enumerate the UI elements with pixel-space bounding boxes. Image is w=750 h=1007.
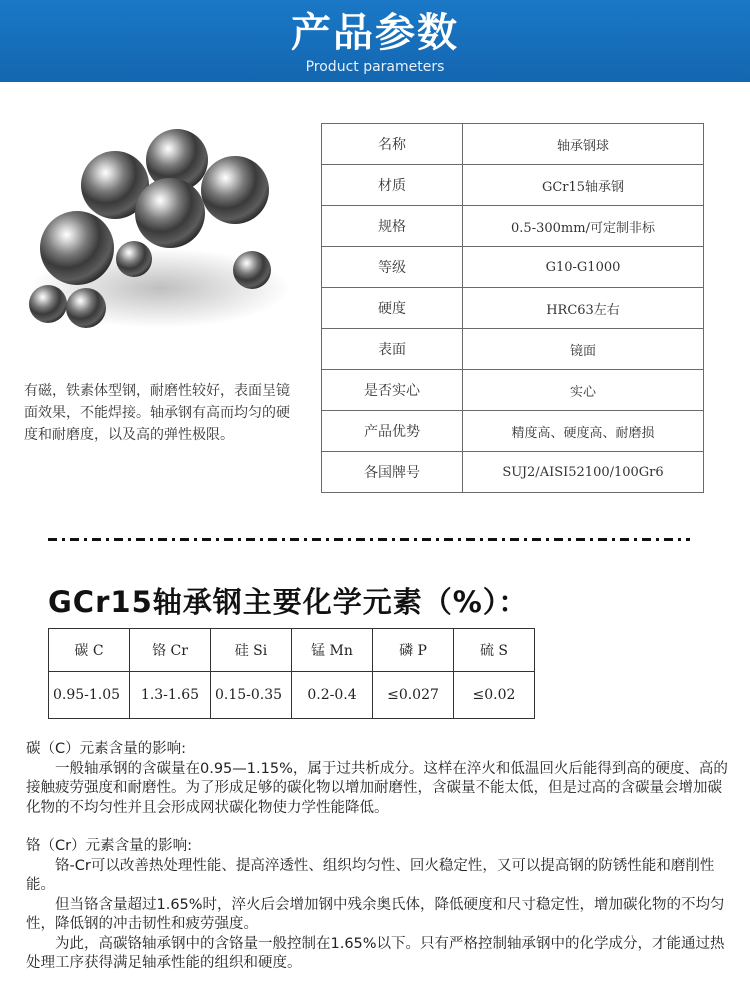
- chem-value-cell: ≤0.02: [454, 672, 535, 719]
- table-row: [322, 370, 704, 411]
- steel-ball: [66, 288, 106, 328]
- table-row: [322, 288, 704, 329]
- carbon-heading: 碳（C）元素含量的影响:: [26, 741, 187, 757]
- chem-section-title: GCr15轴承钢主要化学元素（%）：: [48, 585, 529, 619]
- params-table: [321, 123, 704, 493]
- param-value: G10-G1000: [463, 247, 704, 288]
- chem-value-cell: 0.15-0.35: [211, 672, 292, 719]
- table-row: [322, 411, 704, 452]
- header-banner: [0, 0, 750, 82]
- param-value: SUJ2/AISI52100/100Gr6: [463, 452, 704, 493]
- carbon-paragraph: 一般轴承钢的含碳量在0.95—1.15%，属于过共析成分。这样在淬火和低温回火后能得到高的硬度、高的接触疲劳强度和耐磨性。为了形成足够的碳化物以增加耐磨性，含碳量不能太低，但是过高的含碳量会增加碳化物的不均匀性并且会形成网状碳化物使力学性能降低。: [26, 760, 728, 816]
- page-subtitle: Product parameters: [305, 59, 445, 75]
- steel-ball: [40, 211, 114, 285]
- steel-ball: [233, 251, 271, 289]
- steel-ball: [29, 285, 67, 323]
- article-body: [26, 740, 731, 974]
- param-label: 是否实心: [322, 370, 463, 411]
- param-value: 精度高、硬度高、耐磨损: [463, 411, 704, 452]
- chrome-paragraph: 铬-Cr可以改善热处理性能、提高淬透性、组织均匀性、回火稳定性，又可以提高钢的防锈性能和磨削性能。: [26, 857, 715, 893]
- table-row: [322, 165, 704, 206]
- param-value: 0.5-300mm/可定制非标: [463, 206, 704, 247]
- param-label: 产品优势: [322, 411, 463, 452]
- chem-value-cell: 0.95-1.05: [49, 672, 130, 719]
- table-row: [49, 672, 535, 719]
- param-value: GCr15轴承钢: [463, 165, 704, 206]
- table-header-row: [49, 629, 535, 672]
- param-label: 硬度: [322, 288, 463, 329]
- steel-ball: [116, 241, 152, 277]
- chem-value-cell: 1.3-1.65: [130, 672, 211, 719]
- table-row: [322, 124, 704, 165]
- param-label: 各国牌号: [322, 452, 463, 493]
- param-label: 材质: [322, 165, 463, 206]
- chem-value-cell: 0.2-0.4: [292, 672, 373, 719]
- chrome-heading: 铬（Cr）元素含量的影响:: [26, 838, 192, 854]
- param-value: 轴承钢球: [463, 124, 704, 165]
- param-label: 规格: [322, 206, 463, 247]
- param-label: 等级: [322, 247, 463, 288]
- chem-value-cell: ≤0.027: [373, 672, 454, 719]
- chem-table: [48, 628, 535, 719]
- param-label: 表面: [322, 329, 463, 370]
- chem-header-cell: 硫 S: [454, 629, 535, 672]
- param-value: 实心: [463, 370, 704, 411]
- chrome-paragraph: 但当铬含量超过1.65%时，淬火后会增加钢中残余奥氏体，降低硬度和尺寸稳定性，增加碳化物的不均匀性，降低钢的冲击韧性和疲劳强度。: [26, 896, 725, 932]
- page-title: 产品参数: [291, 10, 459, 56]
- table-row: [322, 247, 704, 288]
- table-row: [322, 329, 704, 370]
- chem-header-cell: 碳 C: [49, 629, 130, 672]
- param-value: 镜面: [463, 329, 704, 370]
- param-label: 名称: [322, 124, 463, 165]
- table-row: [322, 452, 704, 493]
- chem-header-cell: 磷 P: [373, 629, 454, 672]
- param-value: HRC63左右: [463, 288, 704, 329]
- steel-ball: [135, 178, 205, 248]
- chem-header-cell: 硅 Si: [211, 629, 292, 672]
- steel-ball: [201, 156, 269, 224]
- dashed-divider: [48, 538, 690, 541]
- chem-header-cell: 铬 Cr: [130, 629, 211, 672]
- chem-header-cell: 锰 Mn: [292, 629, 373, 672]
- chrome-paragraph: 为此，高碳铬轴承钢中的含铬量一般控制在1.65%以下。只有严格控制轴承钢中的化学成分，才能通过热处理工序获得满足轴承性能的组织和硬度。: [26, 935, 725, 971]
- product-description: 有磁，铁素体型钢，耐磨性较好，表面呈镜面效果，不能焊接。轴承钢有高而均匀的硬度和耐磨度，以及高的弹性极限。: [24, 383, 290, 443]
- table-row: [322, 206, 704, 247]
- steel-balls-photo: [20, 118, 310, 338]
